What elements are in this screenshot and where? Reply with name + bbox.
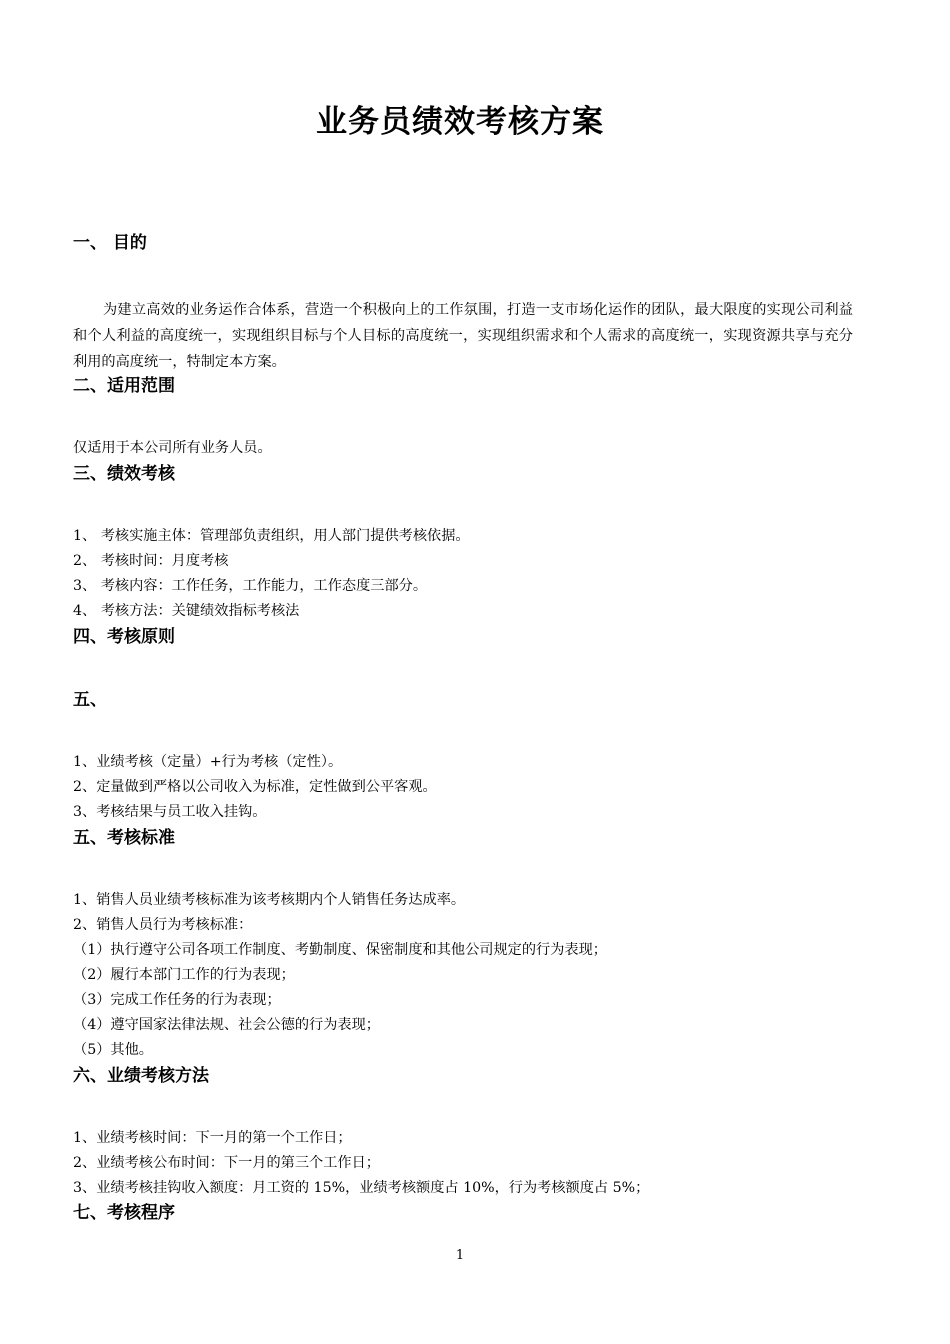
list-item: 2、定量做到严格以公司收入为标准，定性做到公平客观。	[73, 779, 437, 795]
section-heading-performance: 三、绩效考核	[73, 464, 175, 484]
list-item: 1、 考核实施主体：管理部负责组织，用人部门提供考核依据。	[73, 528, 470, 544]
section-heading-scope: 二、适用范围	[73, 376, 175, 396]
section-heading-principles: 四、考核原则	[73, 627, 175, 647]
list-item: 3、 考核内容：工作任务，工作能力，工作态度三部分。	[73, 578, 428, 594]
list-item: 4、 考核方法：关键绩效指标考核法	[73, 603, 300, 619]
list-item: 1、业绩考核时间：下一月的第一个工作日；	[73, 1130, 352, 1146]
list-item: （3）完成工作任务的行为表现；	[73, 992, 281, 1008]
page-number: 1	[455, 1248, 465, 1263]
list-item: 3、考核结果与员工收入挂钩。	[73, 804, 267, 820]
list-item: （1）执行遵守公司各项工作制度、考勤制度、保密制度和其他公司规定的行为表现；	[73, 942, 607, 958]
list-item: （5）其他。	[73, 1042, 153, 1058]
document-title: 业务员绩效考核方案	[316, 104, 604, 140]
list-item: 2、业绩考核公布时间：下一月的第三个工作日；	[73, 1155, 380, 1171]
section-heading-standards: 五、考核标准	[73, 828, 175, 848]
list-item: 1、销售人员业绩考核标准为该考核期内个人销售任务达成率。	[73, 892, 466, 908]
list-item: （4）遵守国家法律法规、社会公德的行为表现；	[73, 1017, 380, 1033]
section-text-scope: 仅适用于本公司所有业务人员。	[73, 440, 272, 456]
section-heading-method: 六、业绩考核方法	[73, 1066, 209, 1086]
section-heading-procedure: 七、考核程序	[73, 1203, 175, 1223]
list-item: 2、 考核时间：月度考核	[73, 553, 229, 569]
list-item: （2）履行本部门工作的行为表现；	[73, 967, 295, 983]
section-paragraph-purpose: 为建立高效的业务运作合体系，营造一个积极向上的工作氛围，打造一支市场化运作的团队，最大限度的实现公司利益和个人利益的高度统一，实现组织目标与个人目标的高度统一，实现组织需求和个人需求的高度统一，实现资源共享与充分利用的高度统一，特制定本方案。	[73, 302, 853, 370]
list-item: 3、业绩考核挂钩收入额度：月工资的 15%，业绩考核额度占 10%，行为考核额度占 5%；	[73, 1180, 650, 1196]
list-item: 2、销售人员行为考核标准：	[73, 917, 253, 933]
section-heading-five-a: 五、	[73, 690, 107, 710]
section-heading-purpose: 一、 目的	[73, 233, 147, 253]
list-item: 1、业绩考核（定量）+行为考核（定性）。	[73, 754, 343, 770]
